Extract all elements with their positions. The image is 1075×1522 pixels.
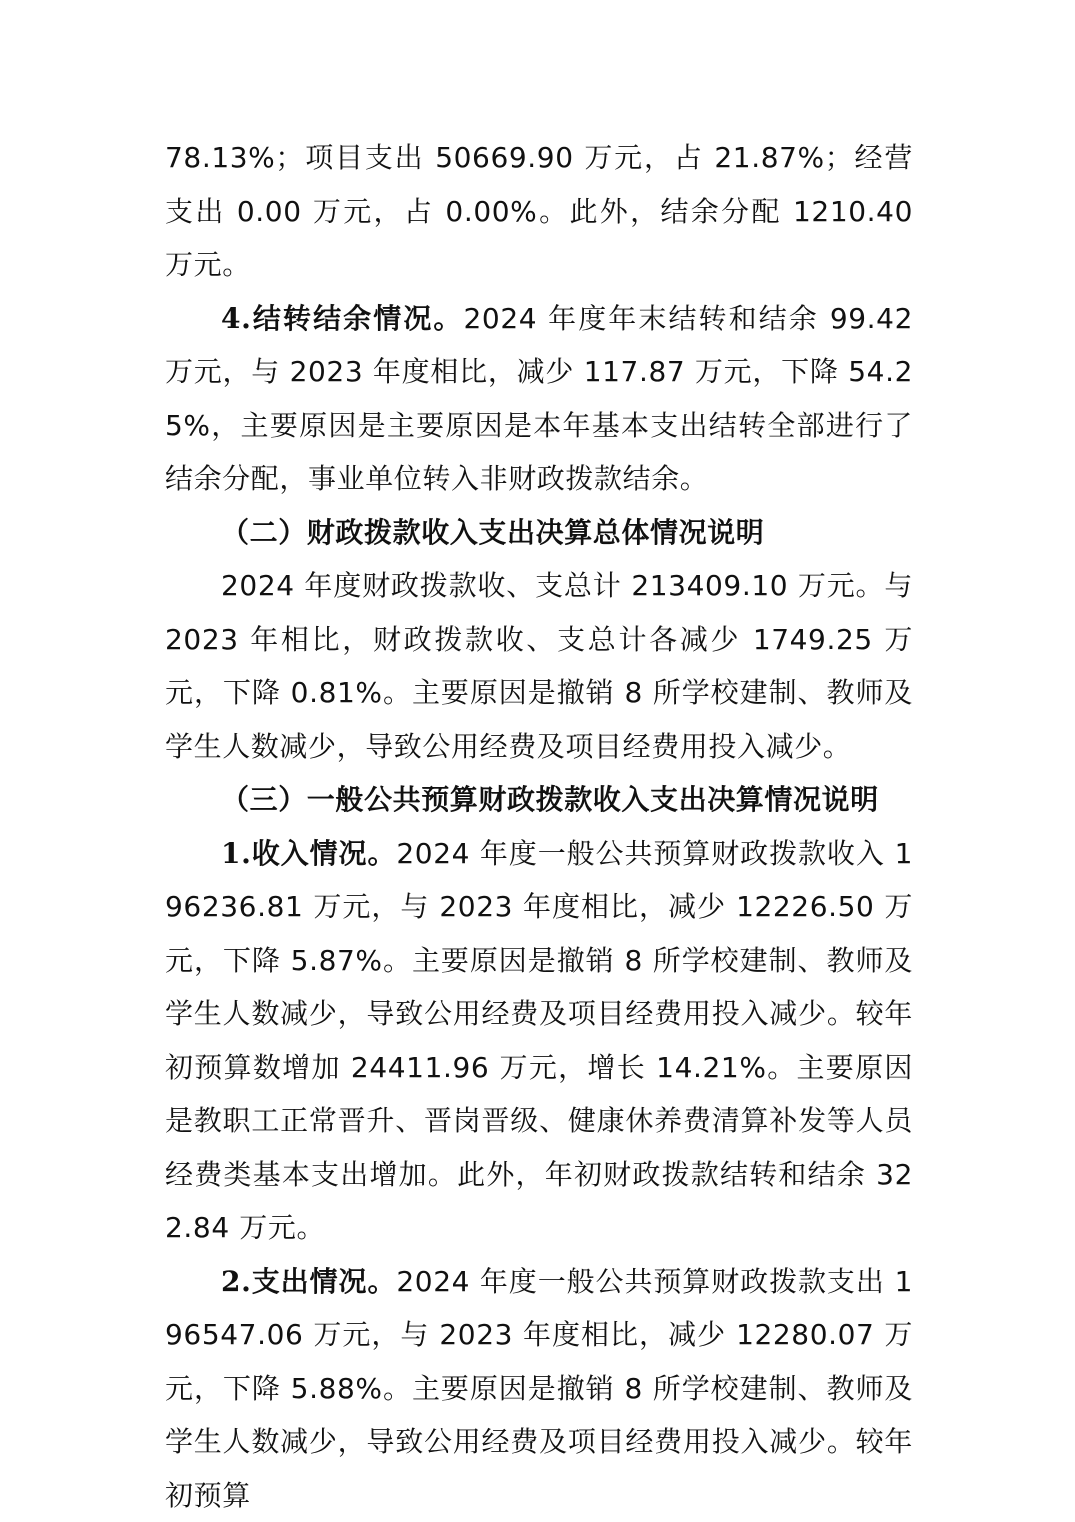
paragraph-text: 78.13%；项目支出 50669.90 万元，占 21.87%；经营支出 0.00 万元，占 0.00%。此外，结余分配 1210.40 万元。 [165, 141, 913, 281]
document-page [165, 131, 913, 1522]
paragraph-text: 2024 年度年末结转和结余 99.42 万元，与 2023 年度相比，减少 117.87 万元，下降 54.25%，主要原因是主要原因是本年基本支出结转全部进行了结余分配，事业单位转入非财政拨款结余。 [165, 302, 913, 496]
section-heading-fiscal-overall: （二）财政拨款收入支出决算总体情况说明 [165, 506, 913, 560]
paragraph-fiscal-overall [165, 559, 913, 773]
paragraph-expenditure [165, 1255, 913, 1522]
paragraph-carryover-balance [165, 292, 913, 506]
paragraph-income [165, 827, 913, 1255]
paragraph-text: 2024 年度一般公共预算财政拨款支出 196547.06 万元，与 2023 年度相比，减少 12280.07 万元，下降 5.88%。主要原因是撤销 8 所学校建制、教师及学生人数减少，导致公用经费及项目经费用投入减少。较年初预算 [165, 1265, 913, 1512]
paragraph-lead: 2.支出情况。 [221, 1265, 396, 1298]
paragraph-text: 2024 年度一般公共预算财政拨款收入 196236.81 万元，与 2023 年度相比，减少 12226.50 万元，下降 5.87%。主要原因是撤销 8 所学校建制、教师及学生人数减少，导致公用经费及项目经费用投入减少。较年初预算数增加 24411.96 万元，增长 14.21%。主要原因是教职工正常晋升、晋岗晋级、健康休养费清算补发等人员经费类基本支出增加。此外，年初财政拨款结转和结余 322.84 万元。 [165, 837, 913, 1245]
paragraph-lead: 4.结转结余情况。 [221, 302, 463, 335]
paragraph-expenditure-breakdown [165, 131, 913, 292]
paragraph-text: 2024 年度财政拨款收、支总计 213409.10 万元。与 2023 年相比，财政拨款收、支总计各减少 1749.25 万元，下降 0.81%。主要原因是撤销 8 所学校建制、教师及学生人数减少，导致公用经费及项目经费用投入减少。 [165, 569, 913, 763]
section-heading-general-budget: （三）一般公共预算财政拨款收入支出决算情况说明 [165, 773, 913, 827]
paragraph-lead: 1.收入情况。 [221, 837, 396, 870]
